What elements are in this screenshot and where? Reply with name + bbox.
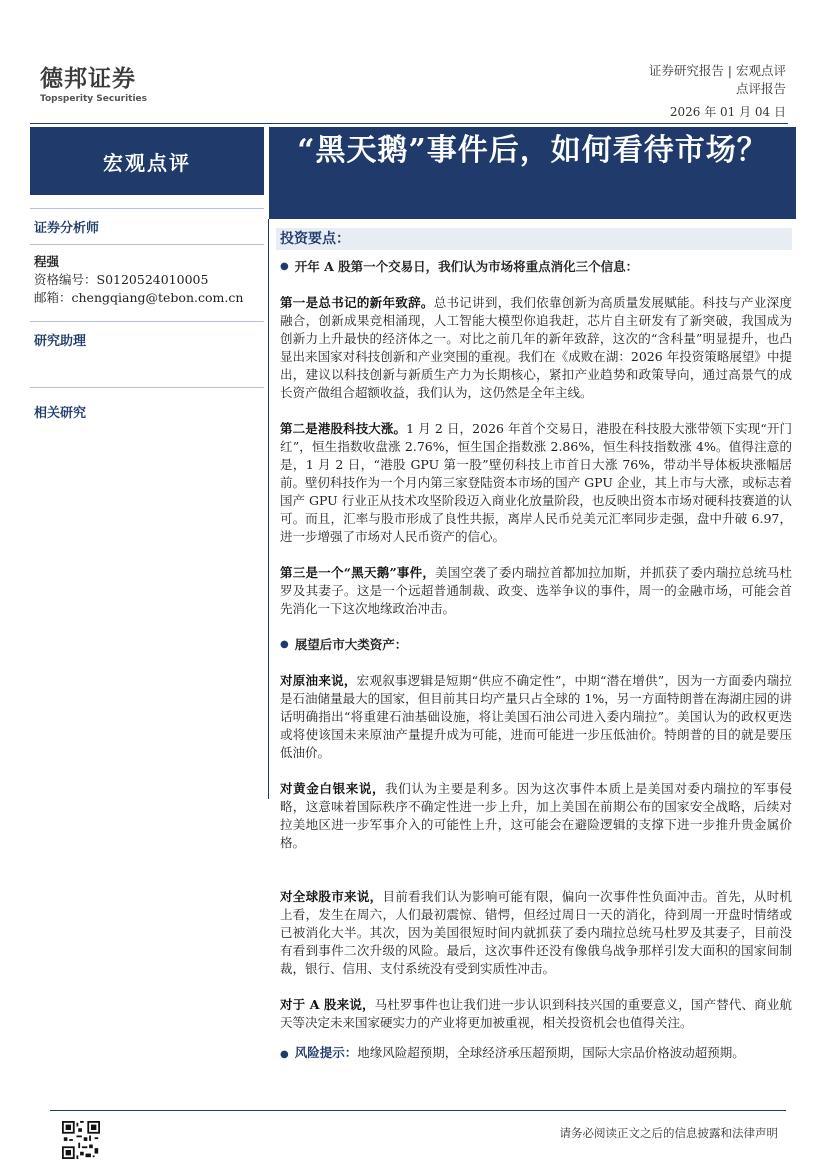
logo-chinese: 德邦证券	[40, 66, 136, 92]
analyst-email[interactable]: 邮箱：chengqiang@tebon.com.cn	[34, 290, 244, 305]
sidebar-divider	[30, 208, 264, 209]
paragraph-lead: 对原油来说，	[280, 673, 357, 688]
paragraph-body: 1 月 2 日，2026 年首个交易日，港股在科技股大涨带领下实现“开门红”，恒生指数收盘涨 2.76%，恒生国企指数涨 2.86%，恒生科技指数涨 4%。值得注意的是，1 月 2 日，“港股 GPU 第一股”壁仞科技上市首日大涨 76%，带动半导体板块涨幅居前。壁仞科技作为一个月内第三家登陆资本市场的国产 GPU 企业，其上市与大涨，或标志着国产 GPU 行业正从技术攻坚阶段迈入商业化放量阶段，也反映出资本市场对硬科技赛道的认可。而且，汇率与股市形成了良性共振，离岸人民币兑美元汇率同步走强，盘中升破 6.97，进一步增强了市场对人民币资产的信心。	[280, 421, 792, 544]
paragraph	[280, 780, 792, 852]
paragraph	[280, 420, 792, 546]
sidebar-divider	[30, 244, 264, 245]
paragraph	[280, 564, 792, 618]
bullet-icon: ●	[280, 639, 289, 650]
paragraph-body: 目前看我们认为影响可能有限，偏向一次事件性负面冲击。首先，从时机上看，发生在周六，人们最初震惊、错愕，但经过周日一天的消化，待到周一开盘时情绪或已被消化大半。其次，因为美国很短时间内就抓获了委内瑞拉总统马杜罗及其妻子，目前没有看到事件二次升级的风险。最后，这次事件还没有像俄乌战争那样引发大面积的国家间制裁，银行、信用、支付系统没有受到实质性冲击。	[280, 889, 792, 976]
investment-points-heading: 投资要点：	[276, 228, 792, 250]
paragraph-body: 马杜罗事件也让我们进一步认识到科技兴国的重要意义，国产替代、商业航天等决定未来国家硬实力的产业将更加被重视，相关投资机会也值得关注。	[280, 997, 792, 1030]
main-content	[280, 228, 792, 1064]
assistant-heading: 研究助理	[34, 334, 87, 349]
footer-disclaimer: 请务必阅读正文之后的信息披露和法律声明	[559, 1126, 778, 1140]
report-type-line1: 证券研究报告 | 宏观点评	[648, 63, 786, 78]
paragraph-lead: 第三是一个“黑天鹅”事件，	[280, 565, 436, 580]
sidebar	[30, 200, 264, 421]
sidebar-divider	[30, 321, 264, 322]
paragraph-body: 总书记讲到，我们依靠创新为高质量发展赋能。科技与产业深度融合，创新成果竞相涌现，人工智能大模型你追我赶，芯片自主研发有了新突破，我国成为创新力上升最快的经济体之一。对比之前几年的新年致辞，这次的“含科量”明显提升，也凸显出来国家对科技创新和产业突围的重视。我们在《成败在湖：2026 年投资策略展望》中提出，建议以科技创新与新质生产力为长期核心，紧扣产业趋势和政策导向，通过高景气的成长资产做组合超额收益，我们认为，这仍然是全年主线。	[280, 295, 792, 400]
risk-lead: 风险提示：	[294, 1045, 358, 1060]
qr-code-icon	[62, 1121, 100, 1159]
analyst-license: 资格编号：S0120524010005	[34, 272, 209, 287]
analyst-name: 程强	[34, 254, 60, 269]
logo-english: Topsperity Securities	[40, 94, 147, 104]
report-title: “黑天鹅”事件后，如何看待市场？	[269, 127, 796, 219]
bullet-text: 开年 A 股第一个交易日，我们认为市场将重点消化三个信息：	[294, 259, 639, 274]
paragraph-body: 我们认为主要是利多。因为这次事件本质上是美国对委内瑞拉的军事侵略，这意味着国际秩序不确定性进一步上升，加上美国在前期公布的国家安全战略，后续对拉美地区进一步军事介入的可能性上升，这可能会在避险逻辑的支撑下进一步推升贵金属价格。	[280, 781, 792, 850]
paragraph-body: 宏观叙事逻辑是短期“供应不确定性”，中期“潜在增供”，因为一方面委内瑞拉是石油储量最大的国家，但目前其日均产量只占全球的 1%，另一方面特朗普在海湖庄园的讲话明确指出“将重建石油基础设施，将让美国石油公司进入委内瑞拉”。美国认为的政权更迭或将使该国未来原油产量提升成为可能，进而可能进一步压低油价。特朗普的目的就是要压低油价。	[280, 673, 792, 760]
report-date: 2026 年 01 月 04 日	[669, 105, 786, 119]
section-label: 宏观点评	[30, 127, 264, 195]
paragraph-lead: 对全球股市来说，	[280, 889, 383, 904]
risk-body: 地缘风险超预期，全球经济承压超预期，国际大宗品价格波动超预期。	[357, 1045, 745, 1060]
sidebar-divider	[30, 387, 264, 388]
paragraph-lead: 对黄金白银来说，	[280, 781, 386, 796]
paragraph	[280, 996, 792, 1032]
bullet-text: 展望后市大类资产：	[294, 637, 408, 652]
report-type	[649, 62, 786, 98]
header-divider	[30, 123, 788, 124]
bullet-heading	[280, 636, 792, 654]
paragraph-body: 美国空袭了委内瑞拉首都加拉加斯，并抓获了委内瑞拉总统马杜罗及其妻子。这是一个远超普通制裁、政变、选举争议的事件，周一的金融市场，可能会首先消化一下这次地缘政治冲击。	[280, 565, 792, 616]
column-divider	[268, 219, 269, 799]
bullet-heading	[280, 258, 792, 276]
paragraph-lead: 对于 A 股来说，	[280, 997, 375, 1012]
related-heading: 相关研究	[34, 406, 87, 421]
paragraph	[280, 888, 792, 978]
footer-divider	[50, 1110, 786, 1111]
bullet-icon: ●	[280, 1049, 289, 1060]
paragraph-lead: 第一是总书记的新年致辞。	[280, 295, 434, 310]
analyst-heading: 证券分析师	[34, 221, 100, 236]
company-logo	[40, 66, 147, 104]
report-type-line2: 点评报告	[735, 81, 786, 96]
paragraph	[280, 672, 792, 762]
bullet-icon: ●	[280, 261, 289, 272]
paragraph	[280, 294, 792, 402]
risk-warning	[280, 1044, 792, 1064]
paragraph-lead: 第二是港股科技大涨。	[280, 421, 407, 436]
